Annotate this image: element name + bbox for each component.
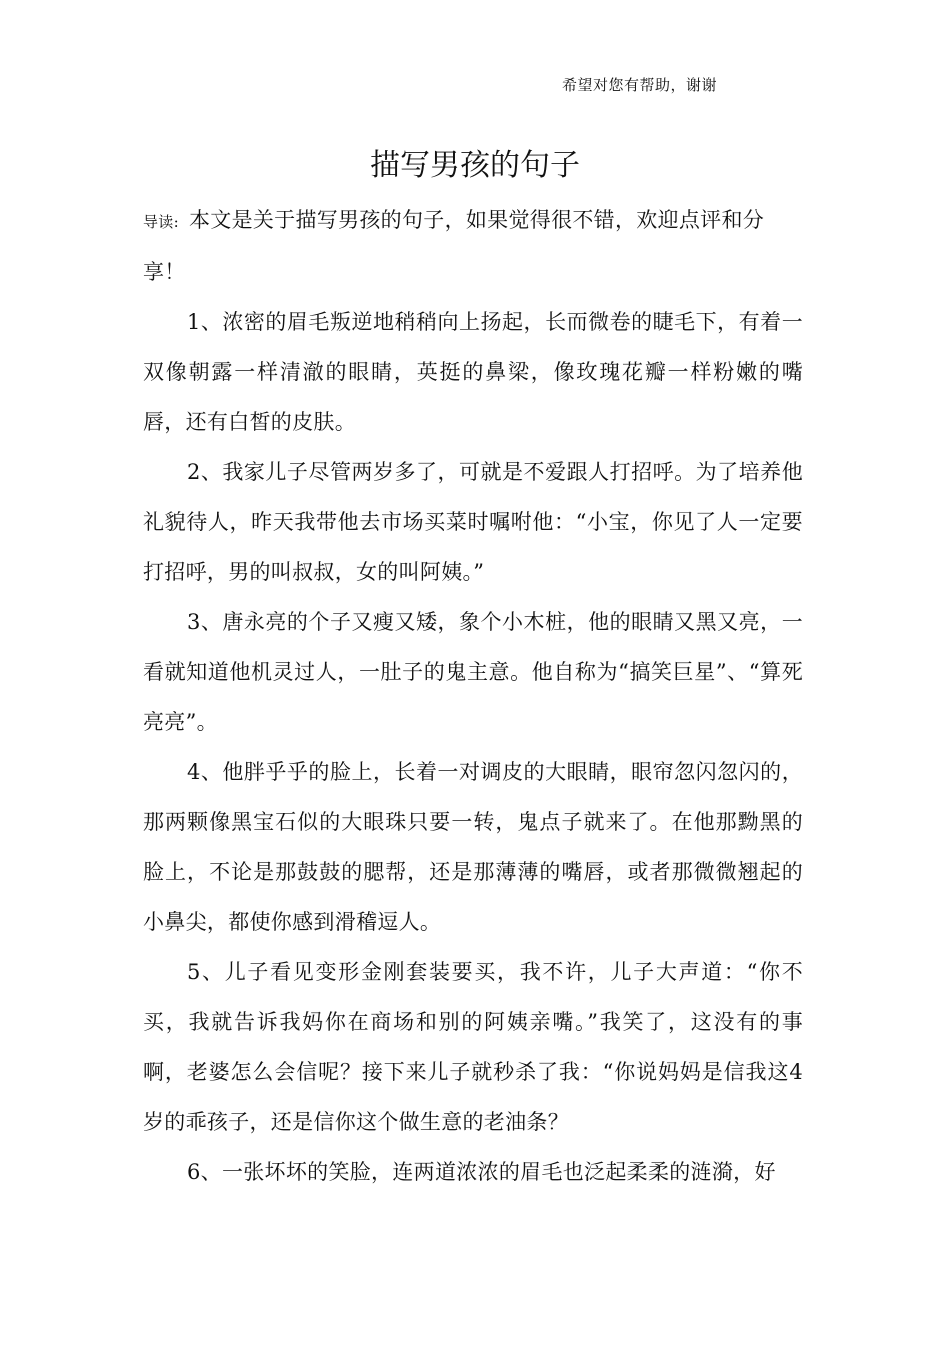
page-title: 描写男孩的句子: [370, 148, 580, 183]
paragraph-5: 5、儿子看见变形金刚套装要买，我不许，儿子大声道：“你不买，我就告诉我妈你在商场和别的阿姨亲嘴。”我笑了，这没有的事啊，老婆怎么会信呢？接下来儿子就秒杀了我：“你说妈妈是信我这4岁的乖孩子，还是信你这个做生意的老油条？: [143, 960, 803, 1134]
intro-paragraph: [143, 195, 803, 297]
paragraph-6: 6、一张坏坏的笑脸，连两道浓浓的眉毛也泛起柔柔的涟漪，好: [187, 1160, 776, 1184]
paragraph-1: 1、浓密的眉毛叛逆地稍稍向上扬起，长而微卷的睫毛下，有着一双像朝露一样清澈的眼睛，英挺的鼻梁，像玫瑰花瓣一样粉嫩的嘴唇，还有白皙的皮肤。: [143, 310, 803, 434]
paragraph-3: 3、唐永亮的个子又瘦又矮，象个小木桩，他的眼睛又黑又亮，一看就知道他机灵过人，一肚子的鬼主意。他自称为“搞笑巨星”、“算死亮亮”。: [143, 610, 803, 734]
intro-label: 导读:: [143, 213, 179, 231]
paragraph-4: 4、他胖乎乎的脸上，长着一对调皮的大眼睛，眼帘忽闪忽闪的，那两颗像黑宝石似的大眼珠只要一转，鬼点子就来了。在他那黝黑的脸上，不论是那鼓鼓的腮帮，还是那薄薄的嘴唇，或者那微微翘起的小鼻尖，都使你感到滑稽逗人。: [143, 760, 803, 934]
document-body: [143, 195, 803, 1197]
header-note: 希望对您有帮助，谢谢: [562, 76, 718, 94]
paragraph-2: 2、我家儿子尽管两岁多了，可就是不爱跟人打招呼。为了培养他礼貌待人，昨天我带他去市场买菜时嘱咐他：“小宝，你见了人一定要打招呼，男的叫叔叔，女的叫阿姨。”: [143, 460, 803, 584]
intro-text: 本文是关于描写男孩的句子，如果觉得很不错，欢迎点评和分享！: [143, 208, 765, 284]
